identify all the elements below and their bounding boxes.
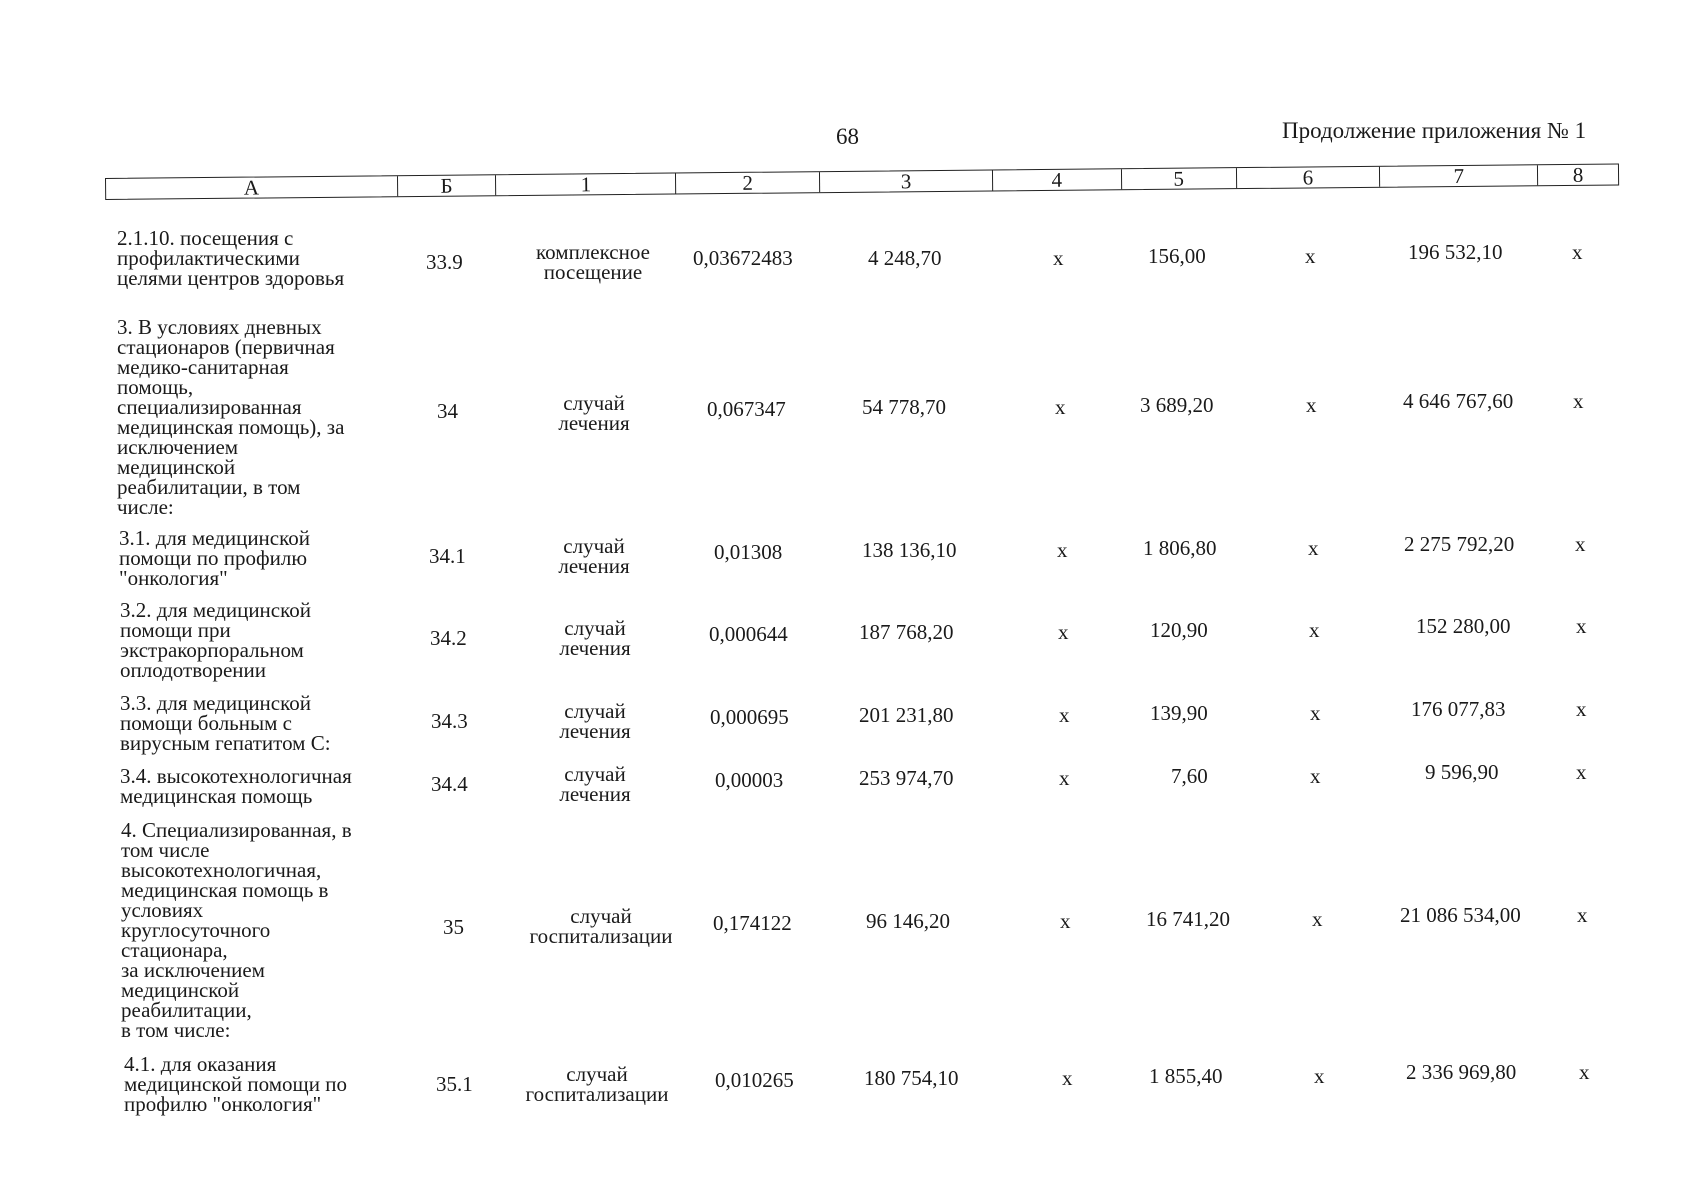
row-col-8: х [1576,760,1587,784]
row-code: 34 [437,399,458,423]
row-col-2: 0,000644 [709,622,788,646]
continuation-label: Продолжение приложения № 1 [1282,118,1587,143]
row-col-8: х [1572,240,1583,264]
header-col-a: А [106,176,398,199]
row-col-2: 0,01308 [714,540,783,564]
row-name: 4. Специализированная, в том числе высокотехнологичная, медицинская помощь в условиях круглосуточного стационара, за исключением медицинской реабилитации, в том числе: [121,818,352,1042]
row-col-8: х [1577,903,1588,927]
row-col-2: 0,010265 [715,1068,794,1092]
row-col-2: 0,00003 [715,768,784,792]
header-col-4: 4 [993,169,1122,190]
row-col-8: х [1576,697,1587,721]
header-col-6: 6 [1236,167,1380,188]
row-name: 2.1.10. посещения с профилактическими целями центров здоровья [117,226,345,290]
row-col-4: х [1058,620,1069,644]
row-col-5: 3 689,20 [1140,393,1214,417]
row-col-5: 156,00 [1148,244,1206,268]
row-col-3: 201 231,80 [859,703,954,727]
header-col-1: 1 [496,174,676,196]
row-unit: случай лечения [558,534,630,578]
row-col-3: 180 754,10 [864,1066,959,1090]
row-col-5: 1 806,80 [1143,536,1217,560]
row-name: 3.1. для медицинской помощи по профилю "онкология" [119,526,310,590]
row-col-2: 0,067347 [707,397,786,421]
row-name: 3.2. для медицинской помощи при экстракорпоральном оплодотворении [120,598,311,682]
row-col-3: 253 974,70 [859,766,954,790]
row-name: 3.3. для медицинской помощи больным с вирусным гепатитом С: [120,691,331,755]
row-col-5: 7,60 [1171,764,1208,788]
row-col-7: 196 532,10 [1408,240,1503,264]
row-col-2: 0,174122 [713,911,792,935]
row-col-5: 1 855,40 [1149,1064,1223,1088]
row-col-6: х [1306,393,1317,417]
row-name: 4.1. для оказания медицинской помощи по профилю "онкология" [124,1052,347,1116]
row-col-4: х [1059,703,1070,727]
row-unit: случай лечения [559,699,631,743]
row-col-4: х [1055,395,1066,419]
row-col-3: 187 768,20 [859,620,954,644]
row-col-5: 16 741,20 [1146,907,1230,931]
row-code: 35.1 [436,1072,473,1096]
row-col-4: х [1057,538,1068,562]
row-col-4: х [1062,1066,1073,1090]
row-unit: комплексное посещение [536,240,650,284]
row-unit: случай лечения [559,616,631,660]
header-col-5: 5 [1122,168,1237,189]
row-col-7: 2 336 969,80 [1406,1060,1517,1084]
row-col-3: 54 778,70 [862,395,946,419]
header-col-2: 2 [676,172,820,193]
row-code: 34.3 [431,709,468,733]
page-number: 68 [836,124,859,149]
row-name: 3. В условиях дневных стационаров (первичная медико-санитарная помощь, специализированная медицинская помощь), за исключением медицинской реабилитации, в том числе: [117,315,345,519]
header-col-8: 8 [1572,162,1584,187]
row-code: 34.2 [430,626,467,650]
row-col-6: х [1310,701,1321,725]
row-unit: случай госпитализации [529,904,673,948]
row-col-5: 120,90 [1150,618,1208,642]
row-col-5: 139,90 [1150,701,1208,725]
row-col-2: 0,000695 [710,705,789,729]
row-col-7: 176 077,83 [1411,697,1506,721]
header-col-3: 3 [820,170,993,192]
row-unit: случай лечения [559,762,631,806]
row-col-3: 96 146,20 [866,909,950,933]
row-code: 34.1 [429,544,466,568]
row-col-8: х [1575,532,1586,556]
row-col-4: х [1059,766,1070,790]
row-col-3: 4 248,70 [868,246,942,270]
row-col-6: х [1308,536,1319,560]
header-col-7: 7 [1380,165,1538,187]
row-col-6: х [1314,1064,1325,1088]
header-col-b: Б [398,175,497,196]
row-col-6: х [1312,907,1323,931]
row-col-7: 21 086 534,00 [1400,903,1521,927]
row-col-7: 152 280,00 [1416,614,1511,638]
row-col-4: х [1060,909,1071,933]
row-code: 33.9 [426,250,463,274]
row-unit: случай госпитализации [525,1062,669,1106]
row-col-7: 2 275 792,20 [1404,532,1515,556]
row-code: 34.4 [431,772,468,796]
row-col-8: х [1579,1060,1590,1084]
row-col-3: 138 136,10 [862,538,957,562]
row-code: 35 [443,915,464,939]
row-col-8: х [1573,389,1584,413]
row-col-6: х [1310,764,1321,788]
row-col-8: х [1576,614,1587,638]
row-unit: случай лечения [558,391,630,435]
row-col-2: 0,03672483 [693,246,793,270]
row-col-6: х [1309,618,1320,642]
table-header-row [105,163,1619,200]
row-col-4: х [1053,246,1064,270]
row-col-6: х [1305,244,1316,268]
row-col-7: 4 646 767,60 [1403,389,1514,413]
row-col-7: 9 596,90 [1425,760,1499,784]
row-name: 3.4. высокотехнологичная медицинская помощь [120,764,352,808]
